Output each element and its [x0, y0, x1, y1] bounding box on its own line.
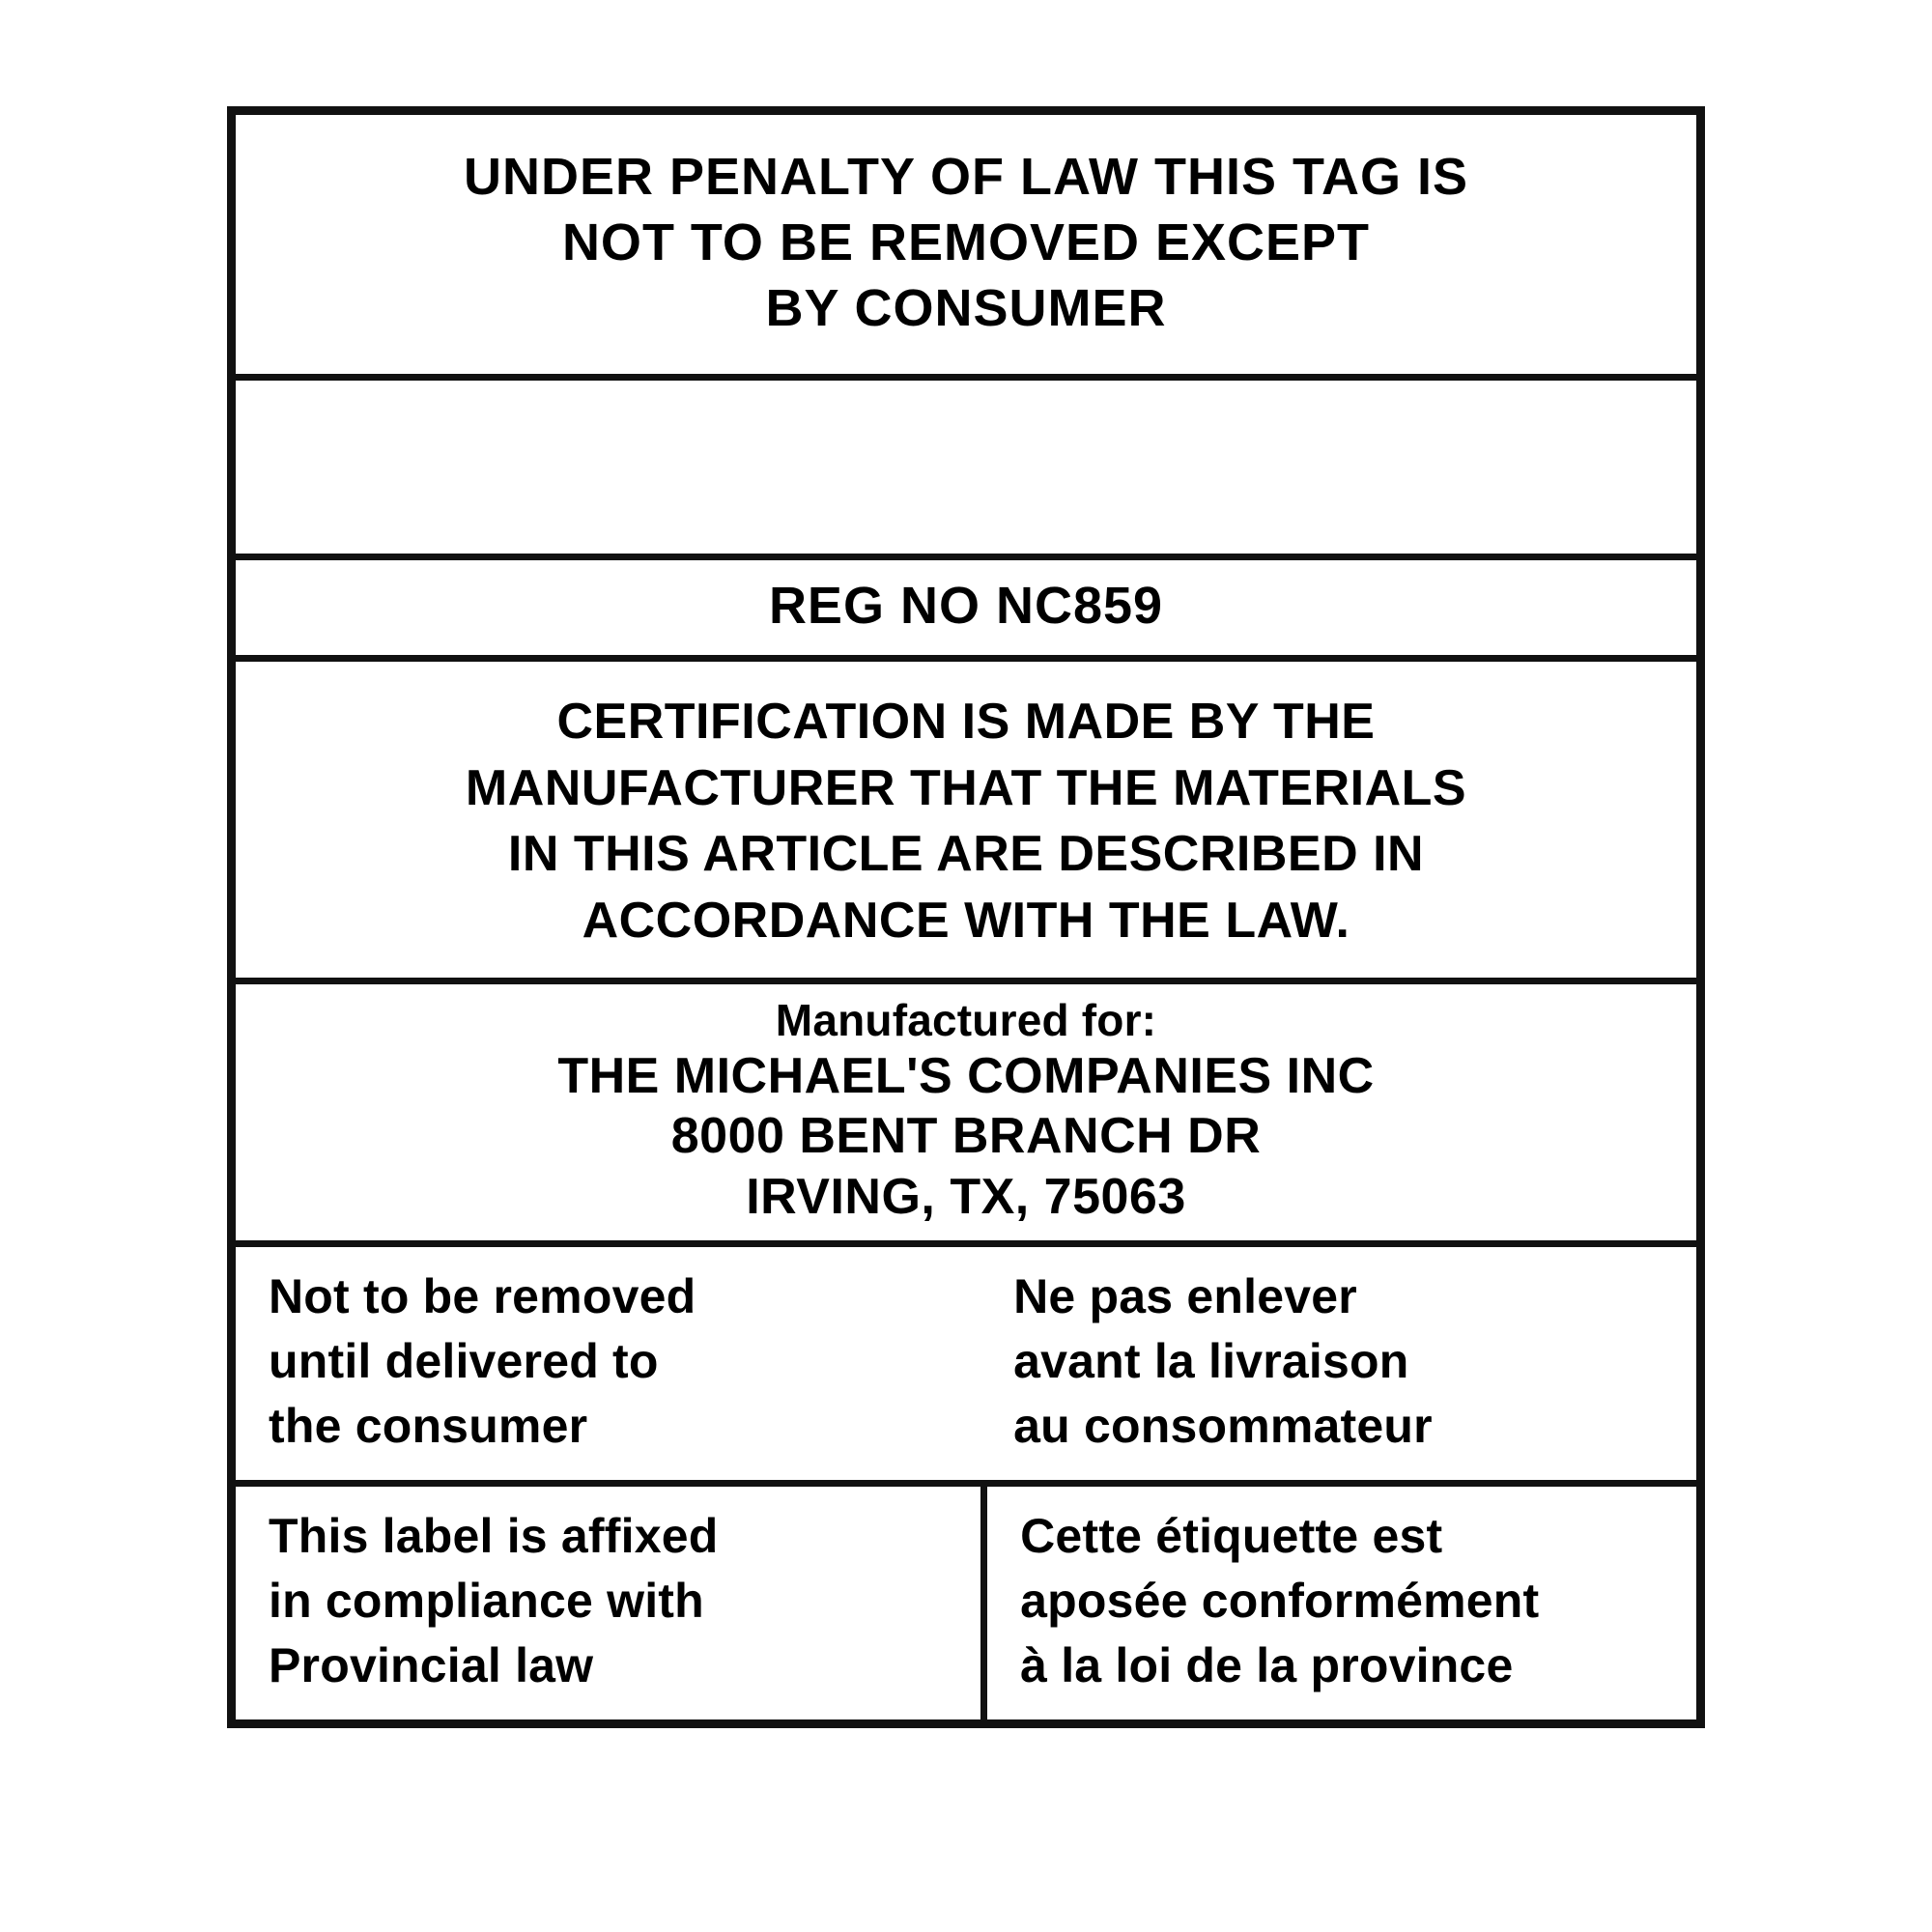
registration-number-row	[236, 560, 1696, 662]
compliance-notice-en-line-3: Provincial law	[269, 1638, 594, 1693]
compliance-notice-english	[236, 1487, 980, 1719]
removal-notice-en-line-3: the consumer	[269, 1399, 588, 1454]
removal-notice-row	[236, 1247, 1696, 1487]
compliance-notice-en-line-1: This label is affixed	[269, 1509, 719, 1564]
manufacturer-name: THE MICHAEL'S COMPANIES INC	[557, 1047, 1375, 1104]
removal-notice-english	[236, 1247, 980, 1480]
certification-line-3: IN THIS ARTICLE ARE DESCRIBED IN	[507, 826, 1425, 883]
removal-notice-french	[980, 1247, 1696, 1480]
certification-line-2: MANUFACTURER THAT THE MATERIALS	[465, 759, 1467, 816]
certification-line-1: CERTIFICATION IS MADE BY THE	[556, 694, 1376, 751]
removal-notice-fr-line-1: Ne pas enlever	[1013, 1269, 1357, 1324]
penalty-notice-line-1: UNDER PENALTY OF LAW THIS TAG IS	[463, 148, 1469, 206]
blank-fill-in-row	[236, 381, 1696, 560]
penalty-notice-line-3: BY CONSUMER	[765, 279, 1167, 338]
compliance-notice-en-line-2: in compliance with	[269, 1574, 704, 1629]
compliance-notice-fr-line-2: aposée conformément	[1020, 1574, 1540, 1629]
penalty-notice-row	[236, 115, 1696, 381]
removal-notice-en-line-1: Not to be removed	[269, 1269, 696, 1324]
registration-number: REG NO NC859	[768, 577, 1164, 636]
compliance-notice-fr-line-1: Cette étiquette est	[1020, 1509, 1443, 1564]
certification-line-4: ACCORDANCE WITH THE LAW.	[582, 892, 1350, 949]
manufacturer-city-state-zip: IRVING, TX, 75063	[746, 1168, 1186, 1225]
penalty-notice-line-2: NOT TO BE REMOVED EXCEPT	[561, 213, 1371, 272]
manufacturer-street: 8000 BENT BRANCH DR	[670, 1108, 1262, 1165]
manufacturer-row	[236, 984, 1696, 1247]
removal-notice-fr-line-2: avant la livraison	[1013, 1334, 1409, 1389]
compliance-notice-french	[980, 1487, 1696, 1719]
removal-notice-fr-line-3: au consommateur	[1013, 1399, 1433, 1454]
compliance-notice-row	[236, 1487, 1696, 1719]
certification-statement-row	[236, 662, 1696, 984]
removal-notice-en-line-2: until delivered to	[269, 1334, 659, 1389]
compliance-notice-fr-line-3: à la loi de la province	[1020, 1638, 1514, 1693]
manufactured-for-heading: Manufactured for:	[775, 994, 1157, 1045]
law-label-tag	[227, 106, 1705, 1728]
